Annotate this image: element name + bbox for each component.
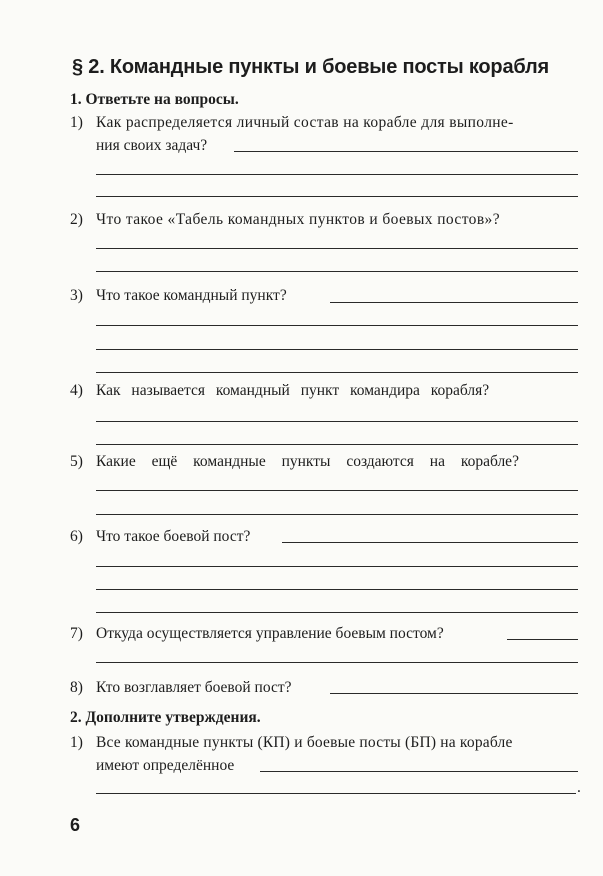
page-title: § 2. Командные пункты и боевые посты корабля xyxy=(72,56,549,78)
q6-answer-line-3[interactable] xyxy=(96,589,578,590)
q5-answer-line-2[interactable] xyxy=(96,514,578,515)
q2-text: Что такое «Табель командных пунктов и боевых постов»? xyxy=(96,211,500,228)
s1-text-line2: имеют определённое xyxy=(96,757,235,774)
q8-answer-line-1[interactable] xyxy=(330,693,578,694)
q7-answer-line-1[interactable] xyxy=(507,639,578,640)
q3-answer-line-2[interactable] xyxy=(96,325,578,326)
s1-answer-line-1[interactable] xyxy=(260,771,578,772)
q4-answer-line-2[interactable] xyxy=(96,444,578,445)
q1-text-line2: ния своих задач? xyxy=(96,137,208,154)
q7-text: Откуда осуществляется управление боевым постом? xyxy=(96,625,444,642)
q3-answer-line-3[interactable] xyxy=(96,349,578,350)
q4-answer-line-1[interactable] xyxy=(96,421,578,422)
q2-answer-line-1[interactable] xyxy=(96,248,578,249)
q1-answer-line-1[interactable] xyxy=(234,151,578,152)
q2-number: 2) xyxy=(70,211,83,228)
q2-answer-line-2[interactable] xyxy=(96,271,578,272)
section-2-heading: 2. Дополните утверждения. xyxy=(70,709,261,726)
q3-text: Что такое командный пункт? xyxy=(96,287,287,304)
q8-number: 8) xyxy=(70,679,83,696)
q1-number: 1) xyxy=(70,114,83,131)
q6-answer-line-2[interactable] xyxy=(96,566,578,567)
q1-text-line1: Как распределяется личный состав на корабле для выполне- xyxy=(96,114,514,131)
q3-answer-line-1[interactable] xyxy=(330,302,578,303)
page-number: 6 xyxy=(70,815,81,835)
q5-text: Какие ещё командные пункты создаются на корабле? xyxy=(96,453,519,470)
section-1-heading: 1. Ответьте на вопросы. xyxy=(70,91,239,108)
q6-text: Что такое боевой пост? xyxy=(96,528,251,545)
s1-answer-line-2[interactable] xyxy=(96,793,576,794)
q7-answer-line-2[interactable] xyxy=(96,662,578,663)
q6-number: 6) xyxy=(70,528,83,545)
s1-text-line1: Все командные пункты (КП) и боевые посты (БП) на корабле xyxy=(96,734,513,751)
q7-number: 7) xyxy=(70,625,83,642)
q4-text: Как называется командный пункт командира корабля? xyxy=(96,382,490,399)
q8-text: Кто возглавляет боевой пост? xyxy=(96,679,292,696)
s1-number: 1) xyxy=(70,734,83,751)
q3-answer-line-4[interactable] xyxy=(96,372,578,373)
q3-number: 3) xyxy=(70,287,83,304)
q5-answer-line-1[interactable] xyxy=(96,490,578,491)
q1-answer-line-3[interactable] xyxy=(96,196,578,197)
q1-answer-line-2[interactable] xyxy=(96,174,578,175)
q4-number: 4) xyxy=(70,382,83,399)
sentence-end-period: . xyxy=(577,779,581,796)
q6-answer-line-4[interactable] xyxy=(96,612,578,613)
q6-answer-line-1[interactable] xyxy=(282,542,578,543)
q5-number: 5) xyxy=(70,453,83,470)
